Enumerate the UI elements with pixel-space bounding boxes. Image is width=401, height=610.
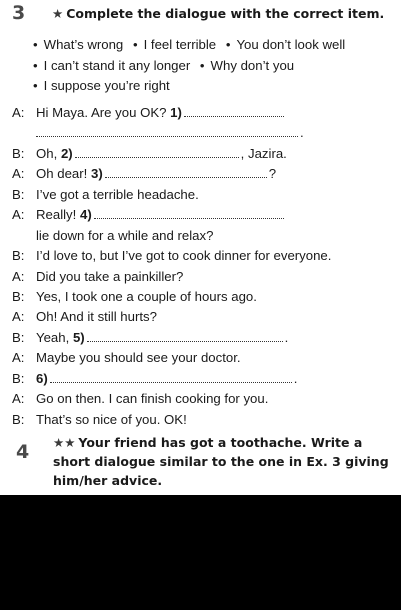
dialogue	[12, 103, 397, 430]
line-text: Oh,	[36, 145, 58, 161]
line-text: I’d love to, but I’ve got to cook dinner for everyone.	[36, 248, 332, 264]
option-item: I suppose you’re right	[43, 78, 170, 93]
options-line	[33, 76, 393, 97]
speaker-label: A:	[12, 391, 25, 407]
gap-number: 1)	[170, 105, 182, 120]
speaker-label: A:	[12, 309, 25, 325]
speaker-label: B:	[12, 145, 25, 161]
speaker-label: B:	[12, 186, 25, 202]
dialogue-line	[12, 348, 397, 368]
gap-number: 5)	[72, 329, 85, 345]
instruction-line: short dialogue similar to the one in Ex. 3 giving	[53, 454, 389, 469]
dialogue-line	[12, 246, 397, 266]
bullet-icon: •	[33, 37, 38, 52]
answer-blank[interactable]	[75, 146, 239, 158]
option-item: I can’t stand it any longer	[43, 57, 191, 73]
dialogue-line	[12, 226, 397, 246]
speaker-label: B:	[12, 288, 25, 304]
bullet-icon: •	[33, 78, 38, 93]
dialogue-line	[12, 144, 397, 164]
answer-blank[interactable]	[184, 105, 284, 117]
option-item: What’s wrong	[43, 37, 124, 52]
answer-blank[interactable]	[36, 125, 298, 137]
dialogue-line	[12, 410, 397, 430]
star-icon: ★★	[53, 435, 76, 450]
line-text: I’ve got a terrible headache.	[36, 186, 199, 202]
instruction-line: Your friend has got a toothache. Write a	[78, 435, 363, 450]
line-text: Yes, I took one a couple of hours ago.	[36, 288, 257, 304]
exercise-3-number: 3	[12, 2, 26, 24]
dialogue-line	[12, 103, 397, 123]
star-icon: ★	[52, 6, 64, 21]
options-line	[33, 35, 393, 56]
dialogue-line	[12, 164, 397, 184]
dialogue-line	[12, 328, 397, 348]
speaker-label: A:	[12, 350, 25, 366]
line-text: ?	[268, 166, 277, 182]
line-text: Oh! And it still hurts?	[36, 309, 157, 325]
gap-number: 6)	[36, 370, 48, 386]
options-line	[33, 56, 393, 77]
answer-blank[interactable]	[87, 330, 283, 342]
dialogue-line	[12, 389, 397, 409]
line-text: Go on then. I can finish cooking for you.	[36, 391, 269, 407]
dialogue-line	[12, 307, 397, 327]
bullet-icon: •	[132, 37, 138, 52]
speaker-label: B:	[12, 370, 25, 386]
exercise-3-instruction: Complete the dialogue with the correct item.	[66, 6, 385, 21]
dialogue-line	[12, 205, 397, 225]
speaker-label: A:	[12, 166, 25, 182]
line-text: Hi Maya. Are you OK?	[36, 105, 167, 120]
line-text: That’s so nice of you. OK!	[36, 411, 187, 427]
answer-blank[interactable]	[105, 166, 267, 178]
speaker-label: B:	[12, 248, 25, 264]
line-text: lie down for a while and relax?	[36, 227, 214, 243]
word-options	[33, 35, 393, 97]
speaker-label: A:	[12, 207, 25, 223]
option-item: You don’t look well	[236, 37, 346, 52]
line-text: .	[284, 329, 289, 345]
gap-number: 3)	[91, 166, 103, 182]
bullet-icon: •	[199, 57, 205, 73]
line-text: Yeah,	[36, 329, 70, 345]
option-item: I feel terrible	[143, 37, 217, 52]
exercise-4-number: 4	[16, 441, 30, 463]
line-text: Really!	[36, 207, 77, 223]
line-text: , Jazira.	[240, 145, 287, 161]
exercise-3-title	[52, 4, 384, 23]
speaker-label: A:	[12, 268, 25, 284]
dialogue-line	[12, 369, 397, 389]
option-item: Why don’t you	[210, 57, 295, 73]
bullet-icon: •	[225, 37, 231, 52]
dialogue-line	[12, 123, 397, 143]
dialogue-line	[12, 267, 397, 287]
speaker-label: B:	[12, 329, 25, 345]
line-text: .	[293, 370, 298, 386]
answer-blank[interactable]	[50, 371, 292, 383]
gap-number: 2)	[60, 145, 73, 161]
answer-blank[interactable]	[94, 207, 284, 219]
line-text: .	[300, 125, 304, 141]
speaker-label: A:	[12, 105, 25, 120]
bullet-icon: •	[33, 57, 38, 73]
dialogue-line	[12, 287, 397, 307]
speaker-label: B:	[12, 411, 25, 427]
exercise-4-instruction	[53, 433, 389, 490]
gap-number: 4)	[79, 207, 92, 223]
line-text: Oh dear!	[36, 166, 88, 182]
dialogue-line	[12, 185, 397, 205]
line-text: Did you take a painkiller?	[36, 268, 184, 284]
line-text: Maybe you should see your doctor.	[36, 350, 241, 366]
instruction-line: him/her advice.	[53, 473, 163, 488]
